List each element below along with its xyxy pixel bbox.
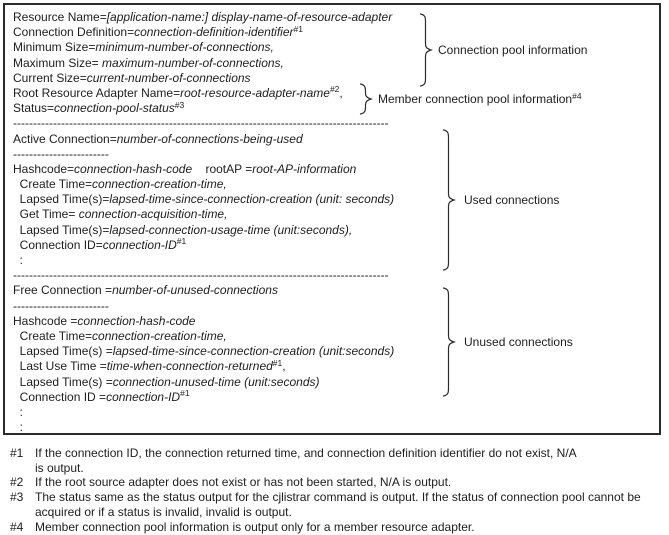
- output-lines: [13, 10, 659, 435]
- output-line-used-get-time: Get Time= connection-acquisition-time,: [13, 207, 228, 222]
- footnote-text: Member connection pool information is output only for a member resource adapter.: [35, 519, 475, 534]
- brace-used-connections: [442, 129, 456, 271]
- output-line-used-connection-id: Connection $ID=connection-ID^{\#1}$: [13, 236, 187, 252]
- footnote-marker: #2: [10, 475, 24, 490]
- footnote-text: If the root source adapter does not exist or has not been started, N/A is output.: [35, 475, 452, 490]
- footnote-text: The status same as the status output for the cjlistrar command is output. If the status of connection pool cannot be acquired or if a status is invalid, invalid is output.: [35, 490, 641, 519]
- output-line-unused-lapsed-create: Lapsed Time(s) =lapsed-time-since-connection-creation (unit:seconds): [13, 344, 395, 359]
- separator-line: ----------------------------------------------------------------------------------------------: [13, 268, 389, 283]
- output-line-connection-definition: Connection Definition=connection-definition-identifier$^{\#1}$: [13, 23, 303, 40]
- output-line-resource-name: Resource Name=[application-name:] display-name-of-resource-adapter: [13, 10, 393, 24]
- brace-member-connection-pool-information: [359, 83, 373, 115]
- output-line-status: Status=connection-pool-status$^{\#3}$: [13, 99, 185, 116]
- footnote-marker: #1: [10, 446, 24, 460]
- separator-line: ----------------------------------------------------------------------------------------------: [13, 116, 389, 131]
- footnote-3: [10, 490, 666, 519]
- footnote-marker: #4: [10, 519, 24, 534]
- annotation-label: Unused connections: [464, 335, 573, 349]
- command-output-box: [3, 3, 661, 435]
- output-line-unused-hashcode: Hashcode =connection-hash-code: [13, 313, 196, 328]
- footnote-1: [10, 446, 666, 475]
- output-line-unused-last-use-time: Last Use Time =time-when-connection-returned$^{\#1}$,: [13, 357, 286, 374]
- output-line-used-lapsed-create: Lapsed Time(s)=lapsed-time-since-connection-creation (unit: seconds): [13, 192, 395, 207]
- annotation-label: Member connection pool information: [378, 92, 573, 106]
- output-line-free-connection: Free Connection =number-of-unused-connections: [13, 283, 278, 298]
- annotation-footnote-ref: #4: [572, 90, 582, 101]
- annotation-label: Used connections: [464, 193, 560, 207]
- output-line-unused-connection-id: Connection ID $=connection-ID^{\#1}$: [13, 388, 190, 404]
- output-line-active-connection: Active Connection=number-of-connections-being-used: [13, 131, 303, 146]
- output-line-minimum-size: Minimum Size=minimum-number-of-connections,: [13, 40, 274, 55]
- annotation-unused-connections: [464, 335, 573, 350]
- output-line-ellipsis: :: [13, 404, 24, 419]
- brace-unused-connections: [442, 287, 456, 397]
- annotation-used-connections: [464, 193, 559, 208]
- output-line-current-size: Current Size=current-number-of-connections: [13, 70, 251, 85]
- output-line-root-resource-adapter: Root Resource Adapter Name=root-resource-adapter-name$^{\#2}$,: [13, 84, 343, 100]
- footnote-marker: #3: [10, 490, 24, 505]
- output-line-ellipsis: :: [13, 253, 24, 267]
- output-line-used-hashcode: Hashcode=connection-hash-code rootAP =root-AP-information: [13, 161, 357, 176]
- output-line-used-create-time: Create Time=connection-creation-time,: [13, 177, 227, 192]
- brace-connection-pool-information: [419, 13, 433, 87]
- annotation-member-connection-pool-information: [378, 92, 582, 108]
- output-line-unused-lapsed-unused: Lapsed Time(s) =connection-unused-time (unit:seconds): [13, 374, 320, 389]
- separator-line: ------------------------: [13, 298, 109, 313]
- output-line-used-lapsed-usage: Lapsed Time(s)=lapsed-connection-usage-time (unit:seconds),: [13, 222, 353, 237]
- output-line-ellipsis: :: [13, 420, 24, 435]
- annotation-connection-pool-information: [438, 43, 587, 58]
- annotation-label: Connection pool information: [438, 43, 588, 57]
- footnote-2: [10, 475, 666, 490]
- separator-line: ------------------------: [13, 146, 109, 161]
- output-line-unused-create-time: Create Time=connection-creation-time,: [13, 328, 227, 343]
- output-line-maximum-size: Maximum Size= maximum-number-of-connections,: [13, 55, 284, 70]
- footnote-text: If the connection ID, the connection returned time, and connection definition identifier do not exist, N/A is output.: [35, 446, 577, 475]
- footnote-4: [10, 520, 666, 535]
- footnotes: [10, 446, 666, 534]
